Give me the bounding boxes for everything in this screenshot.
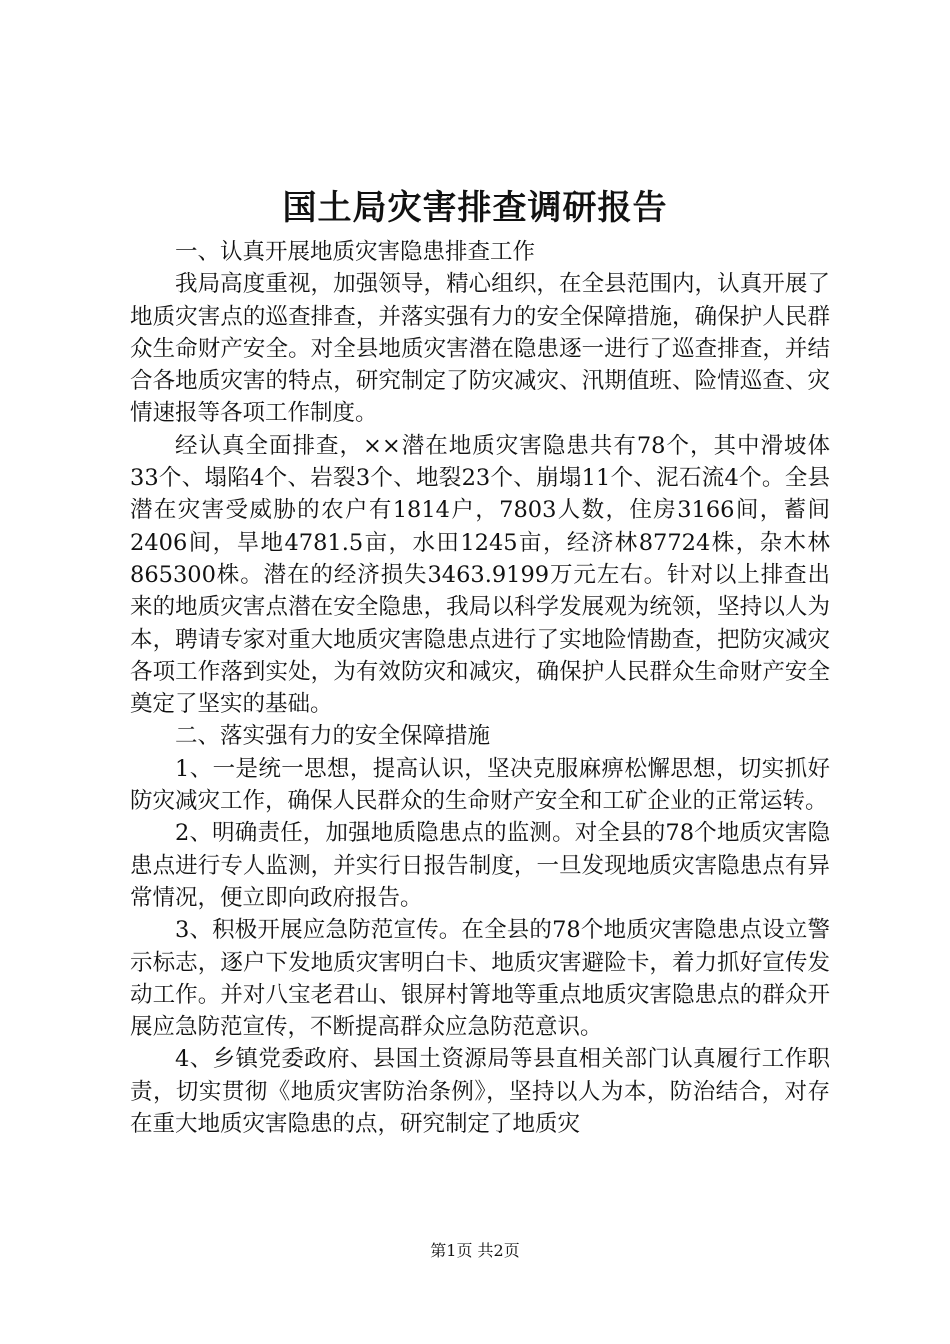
body-paragraph: 经认真全面排查，××潜在地质灾害隐患共有78个，其中滑坡体33个、塌陷4个、岩裂3个、地裂23个、崩塌11个、泥石流4个。全县潜在灾害受威胁的农户有1814户，7803人数，住房3166间，蓄间2406间，旱地4781.5亩，水田1245亩，经济林87724株，杂木林865300株。潜在的经济损失3463.9199万元左右。针对以上排查出来的地质灾害点潜在安全隐患，我局以科学发展观为统领，坚持以人为本，聘请专家对重大地质灾害隐患点进行了实地险情勘查，把防灾减灾各项工作落到实处，为有效防灾和减灾，确保护人民群众生命财产安全奠定了坚实的基础。 [130, 432, 830, 718]
list-item: 4、乡镇党委政府、县国土资源局等县直相关部门认真履行工作职责，切实贯彻《地质灾害防治条例》，坚持以人为本，防治结合，对存在重大地质灾害隐患的点，研究制定了地质灾 [130, 1046, 830, 1138]
list-item: 1、一是统一思想，提高认识，坚决克服麻痹松懈思想，切实抓好防灾减灾工作，确保人民群众的生命财产安全和工矿企业的正常运转。 [130, 755, 830, 815]
section-heading-1: 一、认真开展地质灾害隐患排查工作 [175, 239, 536, 265]
section-heading-2: 二、落实强有力的安全保障措施 [175, 723, 491, 750]
list-item: 3、积极开展应急防范宣传。在全县的78个地质灾害隐患点设立警示标志，逐户下发地质灾害明白卡、地质灾害避险卡，着力抓好宣传发动工作。并对八宝老君山、银屏村箐地等重点地质灾害隐患点的群众开展应急防范宣传，不断提高群众应急防范意识。 [130, 917, 830, 1041]
document-body [130, 236, 830, 1140]
page-footer: 第1页 共2页 [430, 1241, 520, 1260]
document-title: 国土局灾害排查调研报告 [282, 188, 668, 228]
body-paragraph: 我局高度重视，加强领导，精心组织，在全县范围内，认真开展了地质灾害点的巡查排查，并落实强有力的安全保障措施，确保护人民群众生命财产安全。对全县地质灾害潜在隐患逐一进行了巡查排查，并结合各地质灾害的特点，研究制定了防灾减灾、汛期值班、险情巡查、灾情速报等各项工作制度。 [130, 271, 830, 427]
list-item: 2、明确责任，加强地质隐患点的监测。对全县的78个地质灾害隐患点进行专人监测，并实行日报告制度，一旦发现地质灾害隐患点有异常情况，便立即向政府报告。 [130, 820, 830, 911]
